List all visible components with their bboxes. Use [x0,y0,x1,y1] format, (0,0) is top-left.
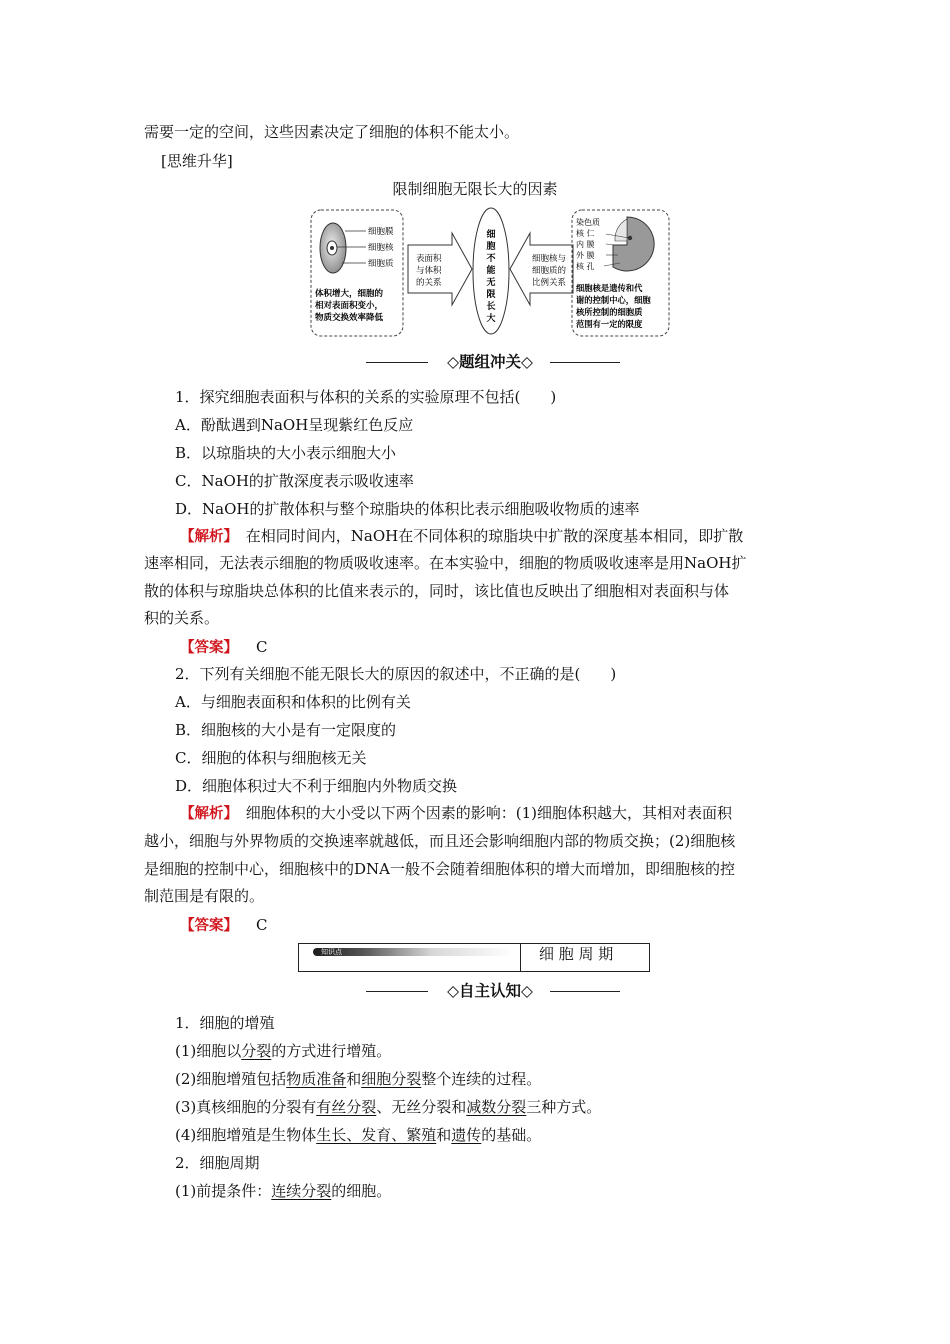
diagram-title: 限制细胞无限长大的因素 [392,180,558,198]
blank-answer: 连续分裂 [271,1182,332,1200]
right-caption-1: 细胞核是遗传和代 [576,283,643,293]
q2-analysis-line-3: 是细胞的控制中心，细胞核中的DNA一般不会随着细胞体积的增大而增加，即细胞核的控 [144,860,735,878]
q1-analysis-line-3: 散的体积与琼脂块总体积的比值来表示的，同时，该比值也反映出了细胞相对表面积与体 [144,582,730,600]
q1-answer: C [256,638,268,656]
right-caption-3: 核所控制的细胞质 [576,307,643,317]
knowledge-point-strip [313,948,513,956]
center-char: 能 [486,266,496,276]
blank-answer: 分裂 [241,1042,272,1060]
section1-line-2: (2)细胞增殖包括物质准备和细胞分裂整个连续的过程。 [175,1070,542,1088]
q1-answer-tag: 【答案】 [180,640,238,656]
right-label-outer-membrane: 外 膜 [576,251,595,260]
center-char: 大 [486,314,496,324]
q2-answer-tag: 【答案】 [180,918,238,934]
right-caption-4: 范围有一定的限度 [576,319,643,329]
knowledge-point-tag: 知识点 [321,948,342,956]
q1-analysis-line-2: 速率相同，无法表示细胞的物质吸收速率。在本实验中，细胞的物质吸收速率是用NaOH扩 [144,554,747,572]
center-char: 无 [486,278,496,288]
left-label-nucleus: 细胞核 [368,243,394,253]
q1-option-b: B．以琼脂块的大小表示细胞大小 [175,444,397,462]
blank-answer: 遗传 [451,1126,482,1144]
q2-option-c: C．细胞的体积与细胞核无关 [175,749,367,767]
q2-option-b: B．细胞核的大小是有一定限度的 [175,721,397,739]
section2-line-1: (1)前提条件：连续分裂的细胞。 [175,1182,392,1200]
blank-answer: 物质准备 [286,1070,347,1088]
section1-line-1: (1)细胞以分裂的方式进行增殖。 [175,1042,392,1060]
left-caption-2: 相对表面积变小， [315,301,384,311]
q2-analysis-line-2: 越小，细胞与外界物质的交换速率就越低，而且还会影响细胞内部的物质交换；(2)细胞核 [144,832,736,850]
section1-heading: 1．细胞的增殖 [175,1014,275,1032]
q1-option-c: C．NaOH的扩散深度表示吸收速率 [175,472,414,490]
q2-analysis-line-1 [180,803,732,824]
banner-question-group-text: ◇题组冲关◇ [447,353,533,371]
left-arrow-text-3: 的关系 [416,278,442,288]
cell-size-diagram [308,205,673,340]
q2-answer: C [256,916,268,934]
q1-analysis-tag: 【解析】 [180,529,231,545]
q1-analysis-line-1 [180,526,743,547]
knowledge-point-box [298,943,650,972]
right-label-pore: 核 孔 [576,262,595,271]
section1-line-4: (4)细胞增殖是生物体生长、发育、繁殖和遗传的基础。 [175,1126,542,1144]
q1-option-a: A．酚酞遇到NaOH呈现紫红色反应 [175,416,414,434]
right-arrow-text-2: 细胞质的 [532,266,567,276]
q1-stem: 1．探究细胞表面积与体积的关系的实验原理不包括( ) [175,388,557,406]
q1-answer-line [180,637,267,658]
blank-answer: 减数分裂 [466,1098,527,1116]
q2-option-a: A．与细胞表面积和体积的比例有关 [175,693,411,711]
blank-answer: 有丝分裂 [316,1098,377,1116]
section1-line-3: (3)真核细胞的分裂有有丝分裂、无丝分裂和减数分裂三种方式。 [175,1098,602,1116]
banner-self-study-text: ◇自主认知◇ [447,982,533,1000]
q1-analysis-line-4: 积的关系。 [144,609,220,627]
q2-analysis-tag: 【解析】 [180,806,231,822]
center-char: 长 [486,302,496,312]
q2-answer-line [180,915,267,936]
right-arrow-text-3: 比例关系 [532,278,567,288]
center-char: 限 [486,290,496,300]
section-tag: [思维升华] [161,152,233,170]
right-caption-2: 谢的控制中心，细胞 [576,295,651,305]
blank-answer: 细胞分裂 [361,1070,422,1088]
q2-option-d: D．细胞体积过大不利于细胞内外物质交换 [175,777,458,795]
center-char: 细 [486,230,496,240]
q2-analysis-text-1: 细胞体积的大小受以下两个因素的影响：(1)细胞体积越大，其相对表面积 [230,804,733,822]
q1-option-d: D．NaOH的扩散体积与整个琼脂块的体积比表示细胞吸收物质的速率 [175,500,640,518]
q1-analysis-text-1: 在相同时间内，NaOH在不同体积的琼脂块中扩散的深度基本相同，即扩散 [230,527,744,545]
left-caption-1: 体积增大，细胞的 [315,289,384,299]
right-arrow-text-1: 细胞核与 [532,254,567,264]
q2-analysis-line-4: 制范围是有限的。 [144,887,265,905]
center-char: 胞 [486,242,496,252]
section2-heading: 2．细胞周期 [175,1154,260,1172]
banner-question-group [360,352,620,372]
left-label-cytoplasm: 细胞质 [368,259,394,269]
knowledge-point-title: 细 胞 周 期 [539,945,614,963]
q2-stem: 2．下列有关细胞不能无限长大的原因的叙述中，不正确的是( ) [175,665,617,683]
left-arrow-text-1: 表面积 [416,254,442,264]
banner-self-study [360,981,620,1001]
right-label-inner-membrane: 内 膜 [576,240,595,249]
left-arrow-text-2: 与体积 [416,266,442,276]
blank-answer: 生长、发育、繁殖 [316,1126,437,1144]
left-label-membrane: 细胞膜 [368,227,394,237]
knowledge-point-divider [520,944,521,971]
intro-line: 需要一定的空间，这些因素决定了细胞的体积不能太小。 [144,123,520,141]
right-label-nucleolus: 核 仁 [576,229,595,238]
right-label-chromatin: 染色质 [576,218,600,227]
center-char: 不 [486,254,496,264]
left-caption-3: 物质交换效率降低 [315,313,384,323]
